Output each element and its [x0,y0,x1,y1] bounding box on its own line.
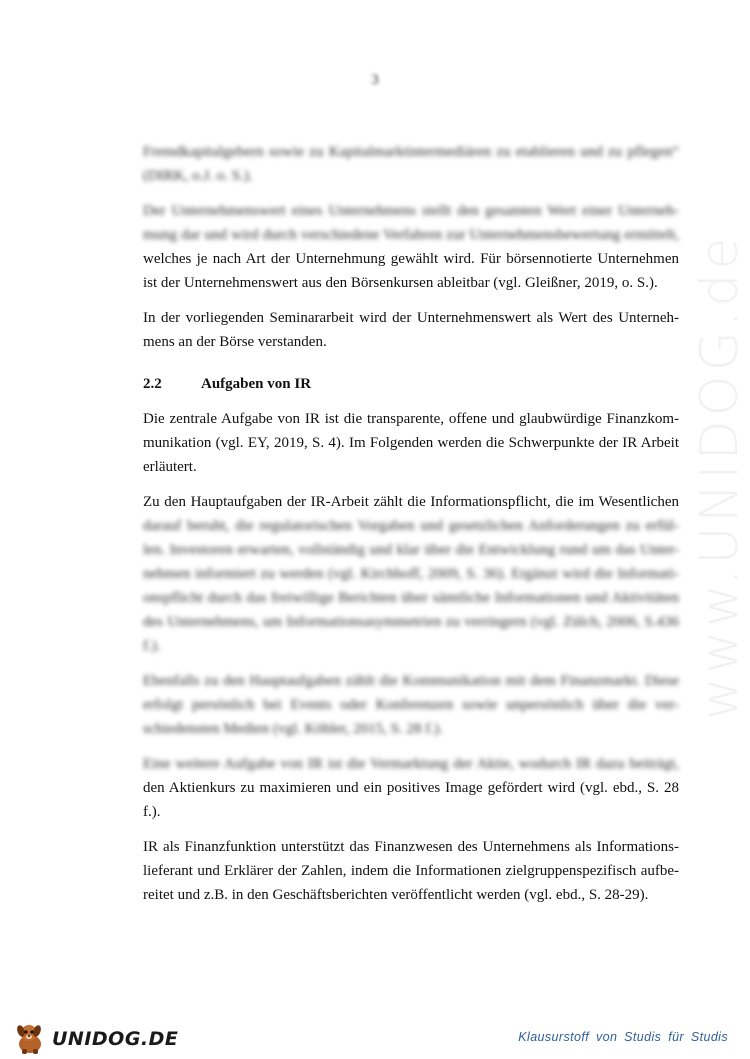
text-line: den Aktienkurs zu maximieren und ein positives Image gefördert wird (vgl. ebd., S. 28 [143,780,679,796]
blurred-text-line: Eine weitere Aufgabe von IR ist die Vermarktung der Aktie, wodurch IR dazu beiträgt, [143,756,679,772]
blurred-text-line: darauf beruht, die regulatorischen Vorgaben und gesetzlichen Anforderungen zu erfül- [143,518,679,534]
paragraphs-after-heading [143,407,679,907]
blurred-text-line: nehmen informiert zu werden (vgl. Kirchhoff, 2009, S. 36). Ergänzt wird die Informati- [143,566,679,582]
blurred-text-line: schiedensten Medien (vgl. Köhler, 2015, S. 28 f.). [143,721,443,737]
footer-tagline: Klausurstoff von Studis für Studis [518,1030,728,1044]
text-line: ist der Unternehmenswert aus den Börsenkursen ableitbar (vgl. Gleißner, 2019, o. S.). [143,275,658,291]
paragraph [143,835,679,907]
text-line: Zu den Hauptaufgaben der IR-Arbeit zählt die Informationspflicht, die im Wesentlichen [143,494,679,510]
text-line: lieferant und Erklärer der Zahlen, indem die Informationen zielgruppenspezifisch aufbe- [143,863,679,879]
paragraphs-before-heading [143,140,679,354]
blurred-text-line: (DIRK, o.J. o. S.). [143,168,253,184]
paragraph [143,306,679,354]
text-line: reitet und z.B. in den Geschäftsberichten veröffentlicht werden (vgl. ebd., S. 28-29). [143,887,649,903]
blurred-text-line: f.). [143,638,161,654]
paragraph [143,407,679,479]
blurred-text-line: Der Unternehmenswert eines Unternehmens stellt den gesamten Wert einer Unterneh- [143,203,679,219]
text-line: f.). [143,804,161,820]
text-line: munikation (vgl. EY, 2019, S. 4). Im Folgenden werden die Schwerpunkte der IR Arbeit [143,435,679,451]
blurred-text-line: Fremdkapitalgebern sowie zu Kapitalmarktintermediären zu etablieren und zu pflegen“ [143,144,679,160]
text-line: Die zentrale Aufgabe von IR ist die transparente, offene und glaubwürdige Finanzkom- [143,411,679,427]
unidog-logo[interactable] [10,1022,178,1056]
blurred-text-line: mung dar und wird durch verschiedene Verfahren zur Unternehmensbewertung ermittelt, [143,227,679,243]
blurred-text-line: des Unternehmens, um Informationsasymmetrien zu verringern (vgl. Zülch, 2006, S.436 [143,614,679,630]
text-line: mens an der Börse verstanden. [143,334,327,350]
text-line: erläutert. [143,459,197,475]
section-number: 2.2 [143,376,162,392]
dog-mascot-icon [10,1022,50,1056]
blurred-text-line: Ebenfalls zu den Hauptaufgaben zählt die Kommunikation mit dem Finanzmarkt. Diese [143,673,679,689]
page-number: 3 [371,72,379,88]
logo-text: UNIDOG.DE [52,1028,179,1050]
text-line: welches je nach Art der Unternehmung gewählt wird. Für börsennotierte Unternehmen [143,251,679,267]
paragraph [143,490,679,658]
text-line: IR als Finanzfunktion unterstützt das Finanzwesen des Unternehmens als Informations- [143,839,679,855]
section-title: Aufgaben von IR [201,376,312,392]
document-body [143,140,679,918]
blurred-text-line: erfolgt persönlich bei Events oder Konferenzen sowie unpersönlich über die ver- [143,697,679,713]
text-line: In der vorliegenden Seminararbeit wird der Unternehmenswert als Wert des Unterneh- [143,310,679,326]
section-heading [143,372,679,396]
blurred-text-line: len. Investoren erwarten, vollständig und klar über die Entwicklung rund um das Unter- [143,542,679,558]
blurred-text-line: onspflicht durch das freiwillige Berichten über sämtliche Informationen und Aktivitäten [143,590,679,606]
watermark-text: www.UNIDOG.de [690,233,750,720]
paragraph [143,199,679,295]
paragraph [143,140,679,188]
paragraph [143,752,679,824]
paragraph [143,669,679,741]
